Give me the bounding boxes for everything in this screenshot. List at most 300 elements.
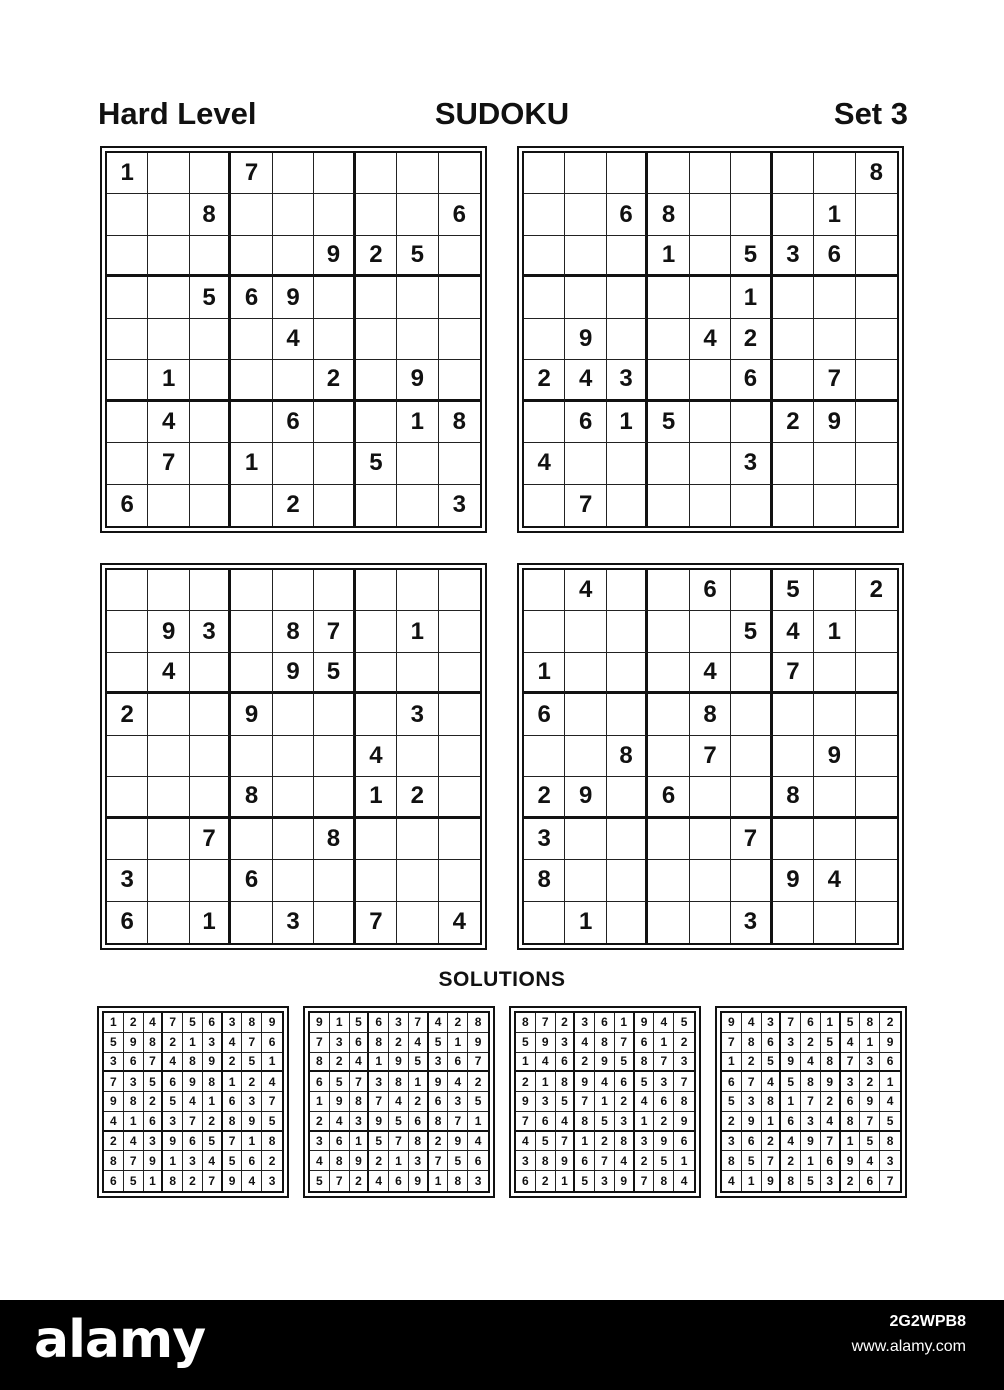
puzzle-cell[interactable]: 5	[648, 402, 689, 443]
puzzle-cell[interactable]	[356, 360, 397, 401]
puzzle-cell[interactable]	[648, 153, 689, 194]
puzzle-cell[interactable]	[356, 694, 397, 735]
puzzle-cell[interactable]: 4	[690, 653, 731, 694]
puzzle-cell[interactable]: 1	[524, 653, 565, 694]
puzzle-cell[interactable]: 7	[731, 819, 772, 860]
puzzle-cell[interactable]	[773, 194, 814, 235]
puzzle-cell[interactable]: 5	[356, 443, 397, 484]
puzzle-cell[interactable]: 5	[314, 653, 355, 694]
puzzle-cell[interactable]	[107, 653, 148, 694]
puzzle-cell[interactable]: 3	[273, 902, 314, 943]
puzzle-cell[interactable]: 1	[190, 902, 231, 943]
puzzle-cell[interactable]	[439, 277, 480, 318]
puzzle-cell[interactable]	[190, 236, 231, 277]
puzzle-cell[interactable]	[565, 736, 606, 777]
puzzle-cell[interactable]	[648, 277, 689, 318]
puzzle-cell[interactable]: 4	[565, 570, 606, 611]
puzzle-cell[interactable]: 3	[773, 236, 814, 277]
puzzle-cell[interactable]	[731, 736, 772, 777]
puzzle-cell[interactable]: 2	[397, 777, 438, 818]
puzzle-cell[interactable]	[107, 360, 148, 401]
puzzle-cell[interactable]	[814, 653, 855, 694]
puzzle-cell[interactable]	[314, 694, 355, 735]
puzzle-cell[interactable]	[314, 319, 355, 360]
puzzle-cell[interactable]	[856, 611, 897, 652]
puzzle-cell[interactable]	[648, 902, 689, 943]
puzzle-cell[interactable]: 2	[314, 360, 355, 401]
puzzle-cell[interactable]: 5	[731, 611, 772, 652]
puzzle-cell[interactable]	[231, 819, 272, 860]
puzzle-cell[interactable]: 9	[814, 736, 855, 777]
puzzle-cell[interactable]	[148, 277, 189, 318]
puzzle-cell[interactable]	[107, 611, 148, 652]
puzzle-cell[interactable]: 2	[356, 236, 397, 277]
puzzle-cell[interactable]: 8	[190, 194, 231, 235]
puzzle-cell[interactable]: 5	[731, 236, 772, 277]
puzzle-cell[interactable]	[648, 485, 689, 526]
puzzle-cell[interactable]	[731, 153, 772, 194]
puzzle-cell[interactable]: 7	[314, 611, 355, 652]
puzzle-cell[interactable]	[731, 653, 772, 694]
puzzle-cell[interactable]: 8	[524, 860, 565, 901]
puzzle-cell[interactable]	[856, 736, 897, 777]
puzzle-cell[interactable]: 6	[107, 485, 148, 526]
puzzle-cell[interactable]: 1	[731, 277, 772, 318]
puzzle-cell[interactable]	[607, 570, 648, 611]
puzzle-cell[interactable]	[356, 485, 397, 526]
puzzle-cell[interactable]	[148, 236, 189, 277]
puzzle-cell[interactable]	[731, 485, 772, 526]
puzzle-cell[interactable]	[607, 819, 648, 860]
puzzle-cell[interactable]	[397, 485, 438, 526]
puzzle-cell[interactable]	[607, 236, 648, 277]
puzzle-cell[interactable]	[314, 402, 355, 443]
puzzle-cell[interactable]	[607, 485, 648, 526]
puzzle-cell[interactable]	[814, 485, 855, 526]
puzzle-cell[interactable]	[190, 694, 231, 735]
puzzle-cell[interactable]	[731, 194, 772, 235]
puzzle-cell[interactable]	[148, 485, 189, 526]
puzzle-cell[interactable]	[190, 777, 231, 818]
puzzle-cell[interactable]	[107, 194, 148, 235]
puzzle-cell[interactable]	[231, 570, 272, 611]
puzzle-cell[interactable]	[856, 194, 897, 235]
puzzle-cell[interactable]: 1	[107, 153, 148, 194]
puzzle-cell[interactable]	[148, 570, 189, 611]
puzzle-cell[interactable]: 7	[690, 736, 731, 777]
puzzle-cell[interactable]: 4	[524, 443, 565, 484]
puzzle-cell[interactable]	[607, 443, 648, 484]
puzzle-cell[interactable]	[731, 860, 772, 901]
puzzle-cell[interactable]: 6	[648, 777, 689, 818]
puzzle-cell[interactable]: 1	[607, 402, 648, 443]
puzzle-cell[interactable]	[524, 902, 565, 943]
puzzle-cell[interactable]	[356, 277, 397, 318]
puzzle-cell[interactable]	[107, 236, 148, 277]
puzzle-cell[interactable]	[814, 902, 855, 943]
puzzle-cell[interactable]: 2	[524, 777, 565, 818]
puzzle-cell[interactable]	[524, 611, 565, 652]
puzzle-cell[interactable]	[690, 236, 731, 277]
puzzle-cell[interactable]: 1	[648, 236, 689, 277]
puzzle-cell[interactable]	[814, 694, 855, 735]
puzzle-cell[interactable]	[148, 153, 189, 194]
puzzle-cell[interactable]	[524, 570, 565, 611]
puzzle-cell[interactable]	[856, 902, 897, 943]
puzzle-cell[interactable]: 4	[690, 319, 731, 360]
puzzle-cell[interactable]	[439, 443, 480, 484]
puzzle-cell[interactable]	[648, 360, 689, 401]
puzzle-cell[interactable]	[314, 860, 355, 901]
puzzle-cell[interactable]: 4	[452, 908, 466, 936]
puzzle-cell[interactable]	[190, 443, 231, 484]
puzzle-cell[interactable]: 6	[690, 570, 731, 611]
puzzle-cell[interactable]	[856, 694, 897, 735]
puzzle-cell[interactable]	[190, 653, 231, 694]
puzzle-cell[interactable]	[273, 360, 314, 401]
puzzle-cell[interactable]	[397, 819, 438, 860]
puzzle-cell[interactable]	[273, 236, 314, 277]
puzzle-cell[interactable]	[524, 402, 565, 443]
puzzle-cell[interactable]	[607, 902, 648, 943]
puzzle-cell[interactable]: 2	[273, 485, 314, 526]
puzzle-cell[interactable]: 7	[148, 443, 189, 484]
puzzle-cell[interactable]	[648, 611, 689, 652]
puzzle-cell[interactable]: 5	[190, 277, 231, 318]
puzzle-cell[interactable]: 2	[524, 360, 565, 401]
puzzle-cell[interactable]: 8	[607, 736, 648, 777]
puzzle-cell[interactable]	[565, 653, 606, 694]
puzzle-cell[interactable]	[648, 443, 689, 484]
puzzle-cell[interactable]	[690, 402, 731, 443]
puzzle-cell[interactable]	[814, 819, 855, 860]
puzzle-cell[interactable]	[314, 777, 355, 818]
puzzle-cell[interactable]	[314, 736, 355, 777]
puzzle-cell[interactable]: 6	[565, 402, 606, 443]
puzzle-cell[interactable]	[190, 153, 231, 194]
puzzle-cell[interactable]: 6	[231, 860, 272, 901]
puzzle-cell[interactable]	[731, 694, 772, 735]
puzzle-cell[interactable]: 9	[314, 236, 355, 277]
puzzle-cell[interactable]: 4	[814, 860, 855, 901]
puzzle-cell[interactable]	[273, 443, 314, 484]
puzzle-cell[interactable]: 3	[607, 360, 648, 401]
puzzle-cell[interactable]	[439, 860, 480, 901]
puzzle-cell[interactable]: 9	[814, 402, 855, 443]
puzzle-cell[interactable]: 4	[356, 736, 397, 777]
puzzle-cell[interactable]	[565, 236, 606, 277]
puzzle-cell[interactable]: 1	[397, 611, 438, 652]
puzzle-cell[interactable]	[314, 902, 355, 943]
puzzle-cell[interactable]	[439, 360, 480, 401]
puzzle-cell[interactable]: 3	[452, 491, 466, 519]
puzzle-cell[interactable]: 9	[565, 777, 606, 818]
puzzle-cell[interactable]	[439, 319, 480, 360]
puzzle-cell[interactable]	[814, 443, 855, 484]
puzzle-cell[interactable]: 6	[231, 277, 272, 318]
puzzle-cell[interactable]	[524, 485, 565, 526]
puzzle-cell[interactable]	[856, 653, 897, 694]
puzzle-cell[interactable]	[773, 153, 814, 194]
puzzle-cell[interactable]	[107, 277, 148, 318]
puzzle-cell[interactable]	[731, 402, 772, 443]
puzzle-cell[interactable]: 6	[273, 402, 314, 443]
puzzle-cell[interactable]	[397, 194, 438, 235]
puzzle-cell[interactable]: 6	[814, 236, 855, 277]
puzzle-cell[interactable]	[814, 277, 855, 318]
puzzle-cell[interactable]	[856, 319, 897, 360]
puzzle-cell[interactable]	[314, 194, 355, 235]
puzzle-cell[interactable]	[397, 443, 438, 484]
puzzle-cell[interactable]	[107, 570, 148, 611]
puzzle-cell[interactable]	[524, 236, 565, 277]
puzzle-cell[interactable]	[856, 360, 897, 401]
puzzle-cell[interactable]: 2	[731, 319, 772, 360]
puzzle-cell[interactable]: 7	[565, 485, 606, 526]
puzzle-cell[interactable]	[148, 777, 189, 818]
puzzle-cell[interactable]	[107, 736, 148, 777]
puzzle-cell[interactable]	[356, 653, 397, 694]
puzzle-cell[interactable]	[273, 819, 314, 860]
puzzle-cell[interactable]	[565, 277, 606, 318]
puzzle-cell[interactable]	[231, 611, 272, 652]
puzzle-cell[interactable]	[356, 153, 397, 194]
puzzle-cell[interactable]: 6	[107, 902, 148, 943]
puzzle-cell[interactable]: 4	[273, 319, 314, 360]
footer-url[interactable]: www.alamy.com	[851, 1338, 966, 1355]
puzzle-cell[interactable]: 1	[231, 443, 272, 484]
puzzle-cell[interactable]	[107, 402, 148, 443]
puzzle-cell[interactable]	[773, 360, 814, 401]
puzzle-cell[interactable]: 5	[397, 236, 438, 277]
puzzle-cell[interactable]	[524, 736, 565, 777]
puzzle-cell[interactable]	[773, 902, 814, 943]
puzzle-cell[interactable]	[314, 570, 355, 611]
puzzle-cell[interactable]: 4	[565, 360, 606, 401]
puzzle-cell[interactable]: 6	[439, 194, 480, 235]
puzzle-cell[interactable]: 8	[648, 194, 689, 235]
puzzle-cell[interactable]	[190, 360, 231, 401]
puzzle-cell[interactable]	[356, 860, 397, 901]
puzzle-cell[interactable]	[565, 694, 606, 735]
puzzle-cell[interactable]	[856, 485, 897, 526]
puzzle-cell[interactable]	[439, 819, 480, 860]
puzzle-cell[interactable]	[565, 443, 606, 484]
puzzle-cell[interactable]: 8	[773, 777, 814, 818]
puzzle-cell[interactable]	[273, 570, 314, 611]
puzzle-cell[interactable]	[648, 736, 689, 777]
puzzle-cell[interactable]: 2	[773, 402, 814, 443]
puzzle-cell[interactable]	[273, 694, 314, 735]
puzzle-cell[interactable]	[356, 402, 397, 443]
puzzle-cell[interactable]: 9	[231, 694, 272, 735]
puzzle-cell[interactable]	[607, 860, 648, 901]
puzzle-cell[interactable]: 3	[524, 819, 565, 860]
puzzle-cell[interactable]	[273, 153, 314, 194]
puzzle-cell[interactable]	[273, 194, 314, 235]
puzzle-cell[interactable]: 9	[773, 860, 814, 901]
puzzle-cell[interactable]	[856, 860, 897, 901]
puzzle-cell[interactable]	[856, 236, 897, 277]
puzzle-cell[interactable]	[565, 611, 606, 652]
puzzle-cell[interactable]	[439, 653, 480, 694]
puzzle-cell[interactable]	[565, 860, 606, 901]
puzzle-cell[interactable]: 7	[231, 153, 272, 194]
puzzle-cell[interactable]	[856, 777, 897, 818]
puzzle-cell[interactable]	[273, 736, 314, 777]
puzzle-cell[interactable]	[607, 277, 648, 318]
puzzle-cell[interactable]	[439, 777, 480, 818]
puzzle-cell[interactable]: 2	[856, 570, 897, 611]
puzzle-cell[interactable]	[856, 402, 897, 443]
puzzle-cell[interactable]: 9	[397, 360, 438, 401]
puzzle-cell[interactable]: 5	[773, 570, 814, 611]
puzzle-cell[interactable]: 4	[773, 611, 814, 652]
puzzle-cell[interactable]: 7	[356, 902, 397, 943]
puzzle-cell[interactable]	[190, 570, 231, 611]
puzzle-cell[interactable]	[314, 153, 355, 194]
puzzle-cell[interactable]	[648, 860, 689, 901]
puzzle-cell[interactable]	[148, 736, 189, 777]
puzzle-cell[interactable]	[773, 736, 814, 777]
puzzle-cell[interactable]: 8	[690, 694, 731, 735]
puzzle-cell[interactable]	[648, 653, 689, 694]
puzzle-cell[interactable]	[607, 653, 648, 694]
puzzle-cell[interactable]	[231, 360, 272, 401]
puzzle-cell[interactable]	[814, 777, 855, 818]
puzzle-cell[interactable]	[439, 236, 480, 277]
puzzle-cell[interactable]: 9	[273, 653, 314, 694]
puzzle-cell[interactable]	[607, 319, 648, 360]
puzzle-cell[interactable]	[524, 319, 565, 360]
puzzle-cell[interactable]	[231, 485, 272, 526]
puzzle-cell[interactable]	[397, 902, 438, 943]
puzzle-cell[interactable]	[690, 443, 731, 484]
puzzle-cell[interactable]: 1	[814, 611, 855, 652]
puzzle-cell[interactable]	[607, 777, 648, 818]
puzzle-cell[interactable]	[690, 819, 731, 860]
puzzle-cell[interactable]	[565, 819, 606, 860]
puzzle-cell[interactable]	[439, 153, 480, 194]
puzzle-cell[interactable]: 3	[107, 860, 148, 901]
puzzle-cell[interactable]	[190, 860, 231, 901]
puzzle-cell[interactable]	[314, 443, 355, 484]
puzzle-cell[interactable]	[439, 611, 480, 652]
puzzle-cell[interactable]	[648, 694, 689, 735]
puzzle-cell[interactable]: 3	[190, 611, 231, 652]
puzzle-cell[interactable]	[397, 153, 438, 194]
puzzle-cell[interactable]: 1	[397, 402, 438, 443]
puzzle-cell[interactable]	[107, 319, 148, 360]
puzzle-cell[interactable]	[648, 570, 689, 611]
puzzle-cell[interactable]: 8	[273, 611, 314, 652]
puzzle-cell[interactable]	[607, 611, 648, 652]
puzzle-cell[interactable]: 4	[148, 653, 189, 694]
puzzle-cell[interactable]	[356, 194, 397, 235]
puzzle-cell[interactable]	[148, 902, 189, 943]
puzzle-cell[interactable]	[607, 694, 648, 735]
puzzle-cell[interactable]	[773, 277, 814, 318]
puzzle-cell[interactable]: 9	[565, 319, 606, 360]
puzzle-cell[interactable]	[856, 277, 897, 318]
puzzle-cell[interactable]	[773, 694, 814, 735]
puzzle-cell[interactable]	[356, 611, 397, 652]
puzzle-cell[interactable]	[856, 443, 897, 484]
puzzle-cell[interactable]	[690, 153, 731, 194]
puzzle-cell[interactable]	[107, 819, 148, 860]
puzzle-cell[interactable]	[524, 153, 565, 194]
puzzle-cell[interactable]	[397, 570, 438, 611]
puzzle-cell[interactable]	[190, 402, 231, 443]
puzzle-cell[interactable]	[439, 736, 480, 777]
puzzle-cell[interactable]	[690, 860, 731, 901]
puzzle-cell[interactable]	[524, 277, 565, 318]
puzzle-cell[interactable]	[690, 277, 731, 318]
puzzle-cell[interactable]: 6	[731, 360, 772, 401]
puzzle-cell[interactable]	[439, 570, 480, 611]
puzzle-cell[interactable]	[231, 402, 272, 443]
puzzle-cell[interactable]	[690, 360, 731, 401]
puzzle-cell[interactable]	[231, 236, 272, 277]
puzzle-cell[interactable]: 3	[397, 694, 438, 735]
puzzle-cell[interactable]	[231, 194, 272, 235]
puzzle-cell[interactable]: 3	[731, 902, 772, 943]
puzzle-cell[interactable]	[814, 153, 855, 194]
puzzle-cell[interactable]	[397, 653, 438, 694]
puzzle-cell[interactable]	[356, 319, 397, 360]
puzzle-cell[interactable]	[148, 194, 189, 235]
puzzle-cell[interactable]	[356, 819, 397, 860]
puzzle-cell[interactable]: 9	[148, 611, 189, 652]
puzzle-cell[interactable]	[148, 694, 189, 735]
puzzle-cell[interactable]	[273, 860, 314, 901]
puzzle-cell[interactable]	[773, 443, 814, 484]
puzzle-cell[interactable]	[648, 319, 689, 360]
puzzle-cell[interactable]: 6	[524, 694, 565, 735]
puzzle-cell[interactable]: 9	[273, 277, 314, 318]
puzzle-cell[interactable]	[648, 819, 689, 860]
puzzle-cell[interactable]	[565, 153, 606, 194]
puzzle-cell[interactable]: 2	[107, 694, 148, 735]
puzzle-cell[interactable]: 7	[190, 819, 231, 860]
puzzle-cell[interactable]	[273, 777, 314, 818]
puzzle-cell[interactable]	[231, 653, 272, 694]
puzzle-cell[interactable]: 8	[231, 777, 272, 818]
puzzle-cell[interactable]	[814, 570, 855, 611]
puzzle-cell[interactable]: 3	[731, 443, 772, 484]
puzzle-cell[interactable]	[190, 319, 231, 360]
puzzle-cell[interactable]	[607, 153, 648, 194]
puzzle-cell[interactable]	[231, 319, 272, 360]
puzzle-cell[interactable]: 6	[607, 194, 648, 235]
puzzle-cell[interactable]	[148, 319, 189, 360]
puzzle-cell[interactable]: 1	[148, 360, 189, 401]
puzzle-cell[interactable]	[814, 319, 855, 360]
puzzle-cell[interactable]	[439, 694, 480, 735]
puzzle-cell[interactable]	[690, 777, 731, 818]
puzzle-cell[interactable]: 8	[439, 402, 480, 443]
puzzle-cell[interactable]	[773, 485, 814, 526]
puzzle-cell[interactable]	[356, 570, 397, 611]
puzzle-cell[interactable]	[314, 277, 355, 318]
puzzle-cell[interactable]: 7	[773, 653, 814, 694]
puzzle-cell[interactable]	[690, 611, 731, 652]
puzzle-cell[interactable]	[565, 194, 606, 235]
puzzle-cell[interactable]: 8	[314, 819, 355, 860]
puzzle-cell[interactable]	[690, 902, 731, 943]
puzzle-cell[interactable]	[690, 485, 731, 526]
puzzle-cell[interactable]	[107, 777, 148, 818]
